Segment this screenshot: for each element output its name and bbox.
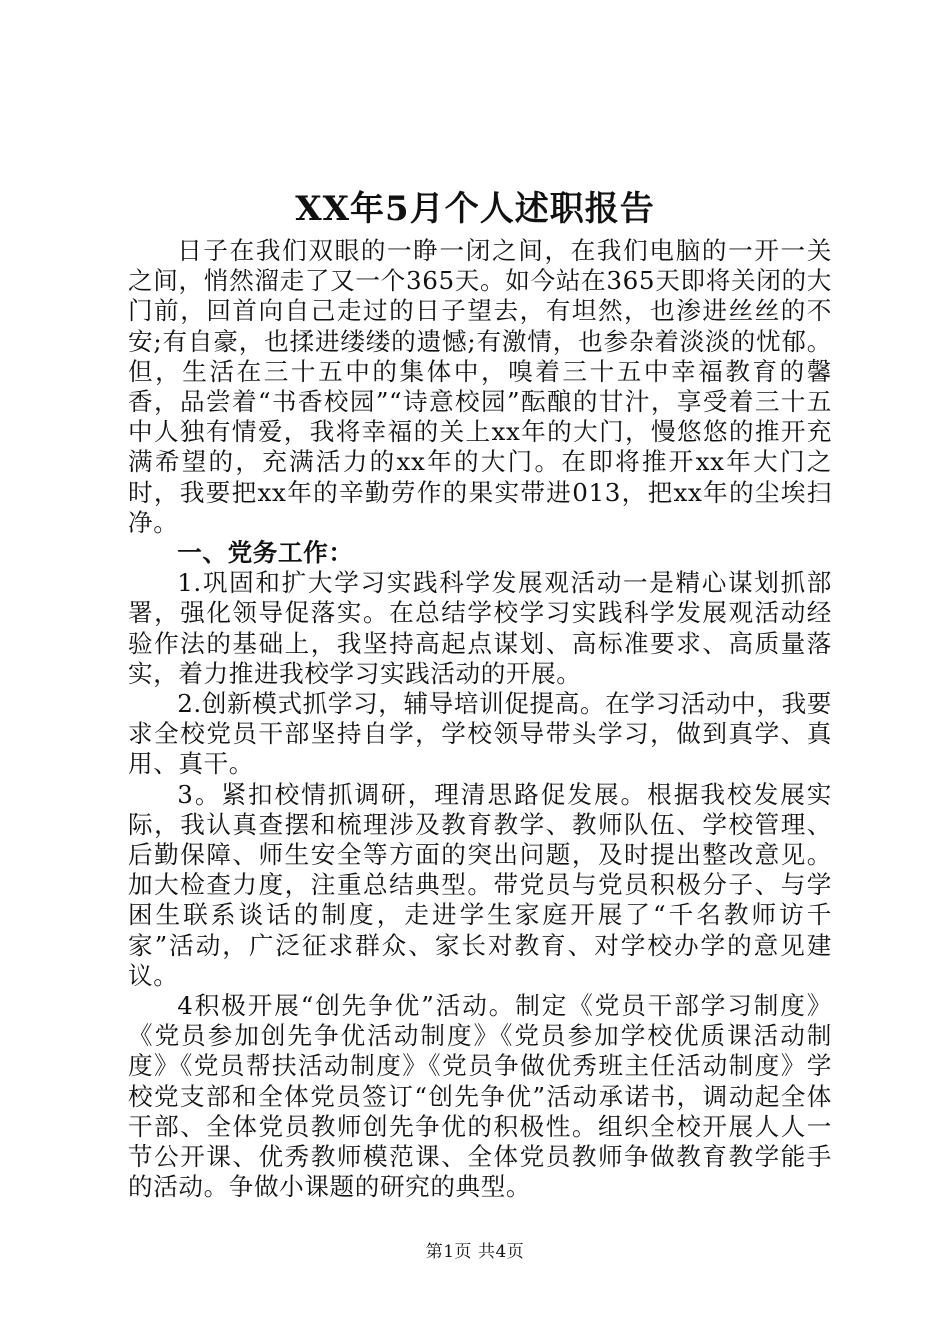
intro-paragraph: 日子在我们双眼的一睁一闭之间，在我们电脑的一开一关之间，悄然溜走了又一个365天。如今站在365天即将关闭的大门前，回首向自己走过的日子望去，有坦然，也渗进丝丝的不安;有自豪，也揉进缕缕的遗憾;有激情，也参杂着淡淡的忧郁。但，生活在三十五中的集体中，嗅着三十五中幸福教育的馨香，品尝着“书香校园”“诗意校园”酝酿的甘汁，享受着三十五中人独有情爱，我将幸福的关上xx年的大门，慢悠悠的推开充满希望的，充满活力的xx年的大门。在即将推开xx年大门之时，我要把xx年的辛勤劳作的果实带进013，把xx年的尘埃扫净。 — [128, 236, 832, 537]
list-item: 3。紧扣校情抓调研，理清思路促发展。根据我校发展实际，我认真查摆和梳理涉及教育教学、教师队伍、学校管理、后勤保障、师生安全等方面的突出问题，及时提出整改意见。加大检查力度，注重总结典型。带党员与党员积极分子、与学困生联系谈话的制度，走进学生家庭开展了“千名教师访千家”活动，广泛征求群众、家长对教育、对学校办学的意见建议。 — [128, 779, 832, 990]
list-item: 2.创新模式抓学习，辅导培训促提高。在学习活动中，我要求全校党员干部坚持自学，学校领导带头学习，做到真学、真用、真干。 — [128, 689, 832, 779]
list-item: 1.巩固和扩大学习实践科学发展观活动一是精心谋划抓部署，强化领导促落实。在总结学校学习实践科学发展观活动经验作法的基础上，我坚持高起点谋划、高标准要求、高质量落实，着力推进我校学习实践活动的开展。 — [128, 568, 832, 688]
page-indicator: 第1页 共4页 — [425, 1242, 525, 1262]
page-title: XX年5月个人述职报告 — [295, 189, 655, 229]
section-heading: 一、党务工作： — [177, 538, 354, 568]
document-body — [128, 236, 832, 1203]
list-item: 4积极开展“创先争优”活动。制定《党员干部学习制度》《党员参加创先争优活动制度》《党员参加学校优质课活动制度》《党员帮扶活动制度》《党员争做优秀班主任活动制度》学校党支部和全体党员签订“创先争优”活动承诺书，调动起全体干部、全体党员教师创先争优的积极性。组织全校开展人人一节公开课、优秀教师模范课、全体党员教师争做教育教学能手的活动。争做小课题的研究的典型。 — [128, 991, 832, 1202]
